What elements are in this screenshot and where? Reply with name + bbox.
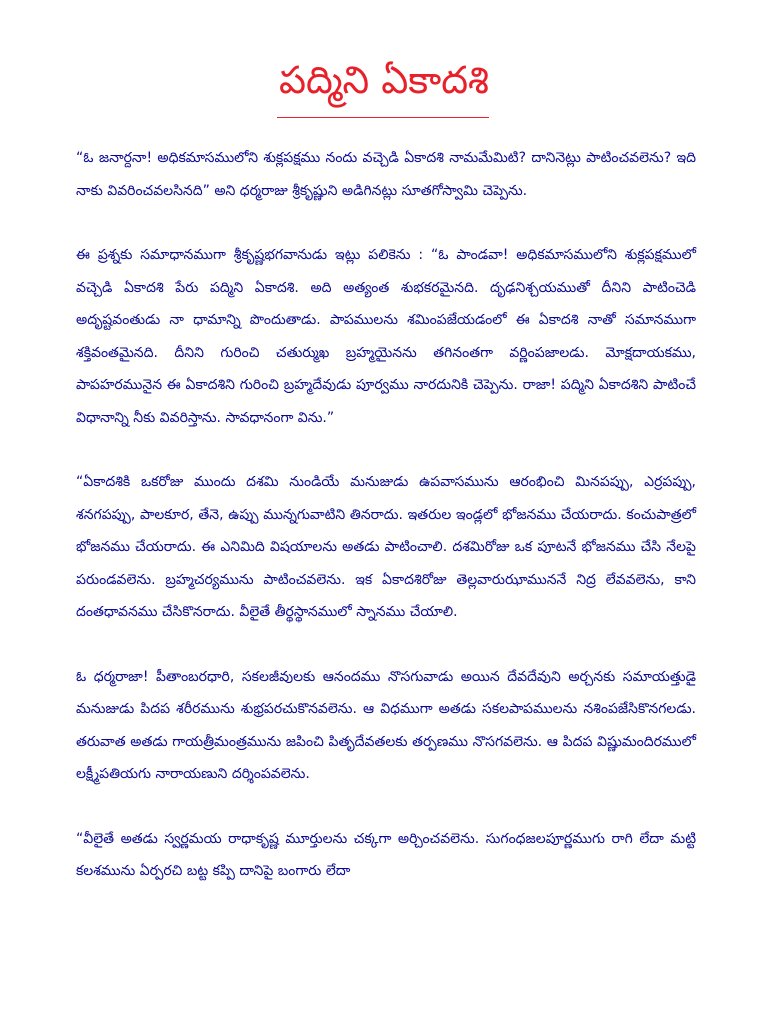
paragraph-1: “ఓ జనార్దనా! అధికమాసములోని శుక్లపక్షము నందు వచ్చెడి ఏకాదశి నామమేమిటి? దానినెట్లు పాటించవలెను? ఇది నాకు వివరించవలసినది” అని ధర్మరాజు శ్రీకృష్ణుని అడిగినట్లు సూతగోస్వామి చెప్పెను. — [76, 150, 696, 199]
document-title: పద్మిని ఏకాదశి — [279, 58, 489, 102]
title-underline — [277, 117, 489, 118]
paragraph-5: “వీలైతే అతడు స్వర్ణమయ రాధాకృష్ణ మూర్తులను చక్కగా అర్చించవలెను. సుగంధజలపూర్ణముగు రాగి లేదా మట్టి కలశమును ఏర్పరచి బట్ట కప్పి దానిపై బంగారు లేదా — [76, 830, 696, 879]
document-body — [76, 142, 696, 920]
paragraph-3: “ఏకాదశికి ఒకరోజు ముందు దశమి నుండియే మనుజుడు ఉపవాసమును ఆరంభించి మినపప్పు, ఎర్రపప్పు, శనగపప్పు, పాలకూర, తేనె, ఉప్పు మున్నగువాటిని తినరాదు. ఇతరుల ఇండ్లలో భోజనము చేయరాదు. కంచుపాత్రలో భోజనము చేయరాదు. ఈ ఎనిమిది విషయాలను అతడు పాటించాలి. దశమిరోజు ఒక పూటనే భోజనము చేసి నేలపై పరుండవలెను. బ్రహ్మచర్యమును పాటించవలెను. ఇక ఏకాదశిరోజు తెల్లవారుఝాముననే నిద్ర లేవవలెను, కాని దంతధావనము చేసికొనరాదు. వీలైతే తీర్థస్థానములో స్నానము చేయాలి. — [76, 474, 696, 620]
paragraph-4: ఓ ధర్మరాజా! పీతాంబరధారి, సకలజీవులకు ఆనందము నొసగువాడు అయిన దేవదేవుని అర్చనకు సమాయత్తుడై మనుజుడు పిదప శరీరమును శుభ్రపరచుకొనవలెను. ఆ విధముగా అతడు సకలపాపములను నశింపజేసికొనగలడు. తరువాత అతడు గాయత్రీమంత్రమును జపించి పితృదేవతలకు తర్పణము నొసగవలెను. ఆ పిదప విష్ణుమందిరములో లక్ష్మీపతియగు నారాయణుని దర్శింపవలెను. — [76, 668, 696, 782]
paragraph-2: ఈ ప్రశ్నకు సమాధానముగా శ్రీకృష్ణభగవానుడు ఇట్లు పలికెను : “ఓ పాండవా! అధికమాసములోని శుక్లపక్షములో వచ్చెడి ఏకాదశి పేరు పద్మిని ఏకాదశి. అది అత్యంత శుభకరమైనది. దృఢనిశ్చయముతో దీనిని పాటించెడి అదృష్టవంతుడు నా ధామాన్ని పొందుతాడు. పాపములను శమింపజేయడంలో ఈ ఏకాదశి నాతో సమానముగా శక్తివంతమైనది. దీనిని గురించి చతుర్ముఖ బ్రహ్మయైనను తగినంతగా వర్ణింపజాలడు. మోక్షదాయకము, పాపహరమునైన ఈ ఏకాదశిని గురించి బ్రహ్మదేవుడు పూర్వము నారదునికి చెప్పెను. రాజా! పద్మిని ఏకాదశిని పాటించే విధానాన్ని నీకు వివరిస్తాను. సావధానంగా విను.” — [76, 247, 696, 426]
